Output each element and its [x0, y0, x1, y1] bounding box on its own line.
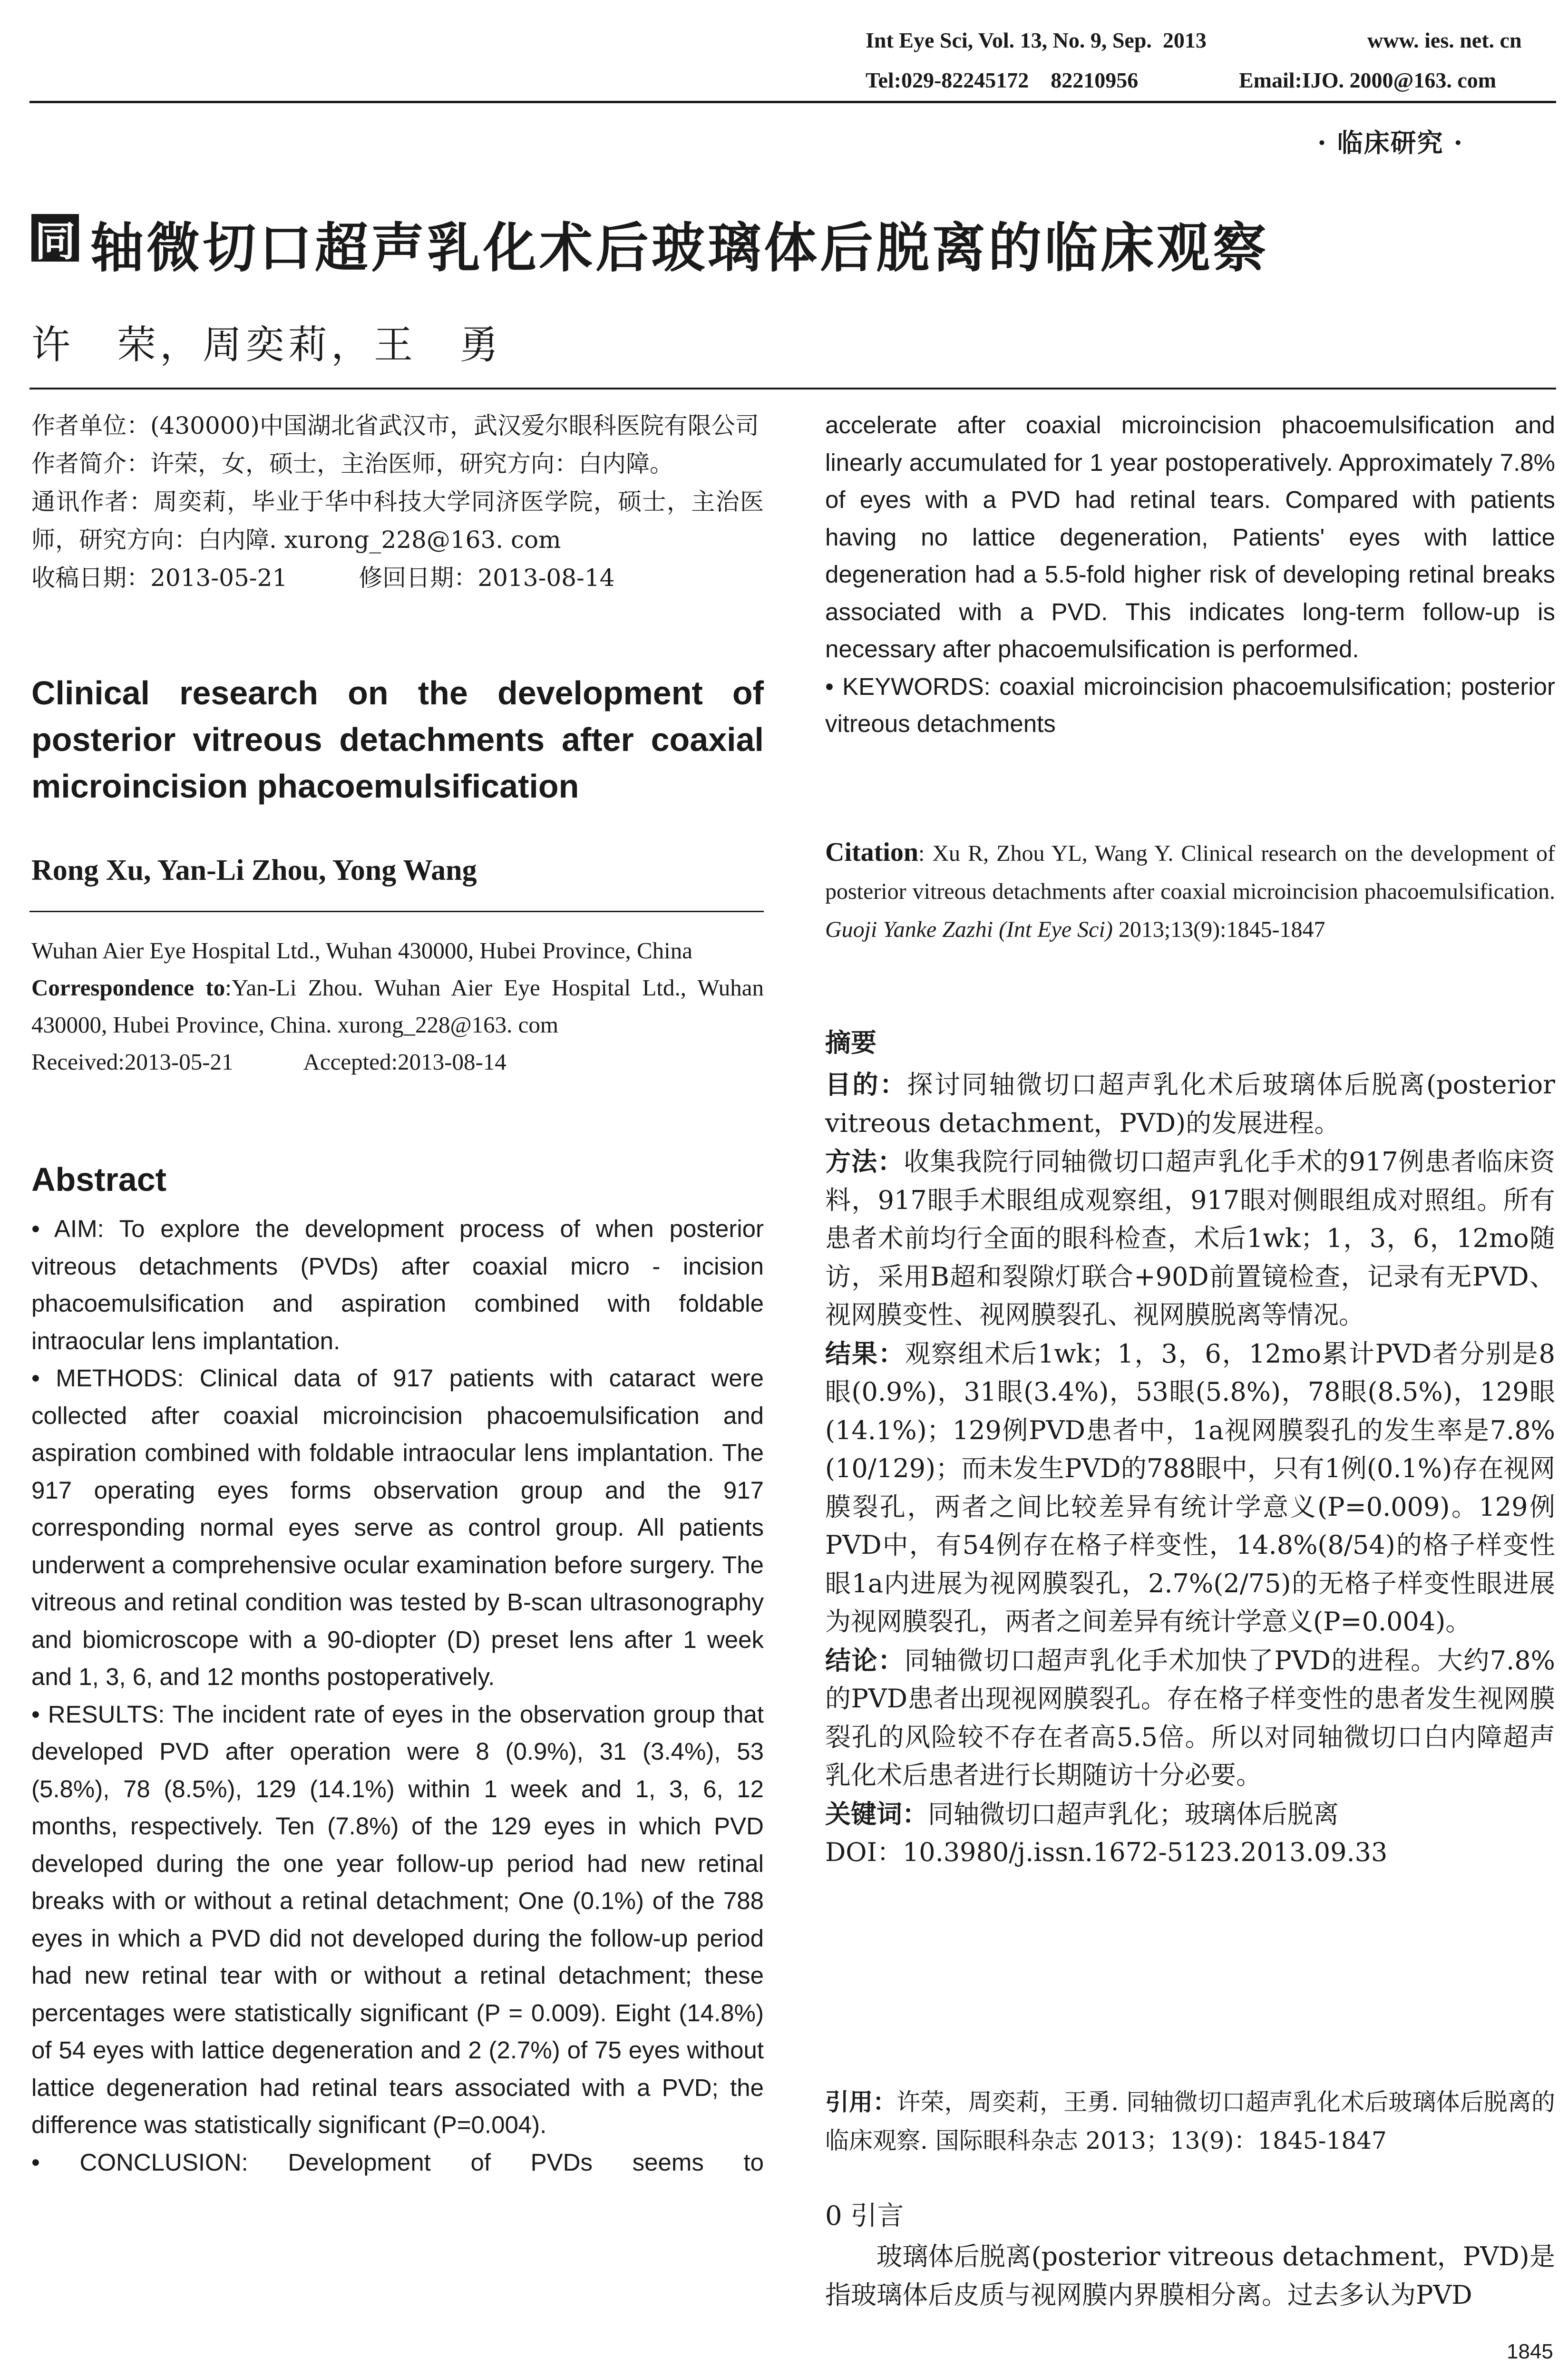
header-rule — [29, 101, 1556, 103]
cn-aim-text: 探讨同轴微切口超声乳化术后玻璃体后脱离(posterior vitreous detachment，PVD)的发展进程。 — [825, 1070, 1555, 1138]
correspondence-label: Correspondence to — [31, 974, 225, 1001]
cn-affiliation-dates: 收稿日期：2013-05-21 修回日期：2013-08-14 — [31, 564, 615, 592]
page-title: 轴微切口超声乳化术后玻璃体后脱离的临床观察 — [90, 217, 1269, 279]
cn-abstract-aim — [825, 1065, 1555, 1142]
journal-email: Email:IJO. 2000@163. com — [1239, 68, 1497, 92]
abstract-keywords: • KEYWORDS: coaxial microincision phacoemulsification; posterior vitreous detachments — [825, 672, 1555, 737]
en-affiliation-institution: Wuhan Aier Eye Hospital Ltd., Wuhan 430000, Hubei Province, China — [31, 937, 693, 964]
citation-tail: 2013;13(9):1845-1847 — [1112, 917, 1325, 942]
authors-cn: 许 荣，周奕莉，王 勇 — [31, 322, 503, 368]
abstract-heading: Abstract — [31, 1161, 166, 1198]
citation-cn-label: 引用： — [825, 2088, 897, 2116]
intro-heading: 0 引言 — [825, 2201, 904, 2231]
cn-keywords-text: 同轴微切口超声乳化；玻璃体后脱离 — [928, 1799, 1339, 1829]
journal-line: Int Eye Sci, Vol. 13, No. 9, Sep. 2013 — [866, 28, 1207, 52]
citation-journal: Guoji Yanke Zazhi (Int Eye Sci) — [825, 917, 1113, 942]
cn-abstract-results — [825, 1335, 1555, 1641]
cn-conclusion-label: 结论： — [825, 1645, 905, 1676]
cn-results-label: 结果： — [825, 1338, 905, 1369]
correspondence-text: :Yan-Li Zhou. Wuhan Aier Eye Hospital Ltd., Wuhan 430000, Hubei Province, China. xurong_228@163. com — [31, 974, 764, 1038]
cn-abstract-doi: DOI：10.3980/j.issn.1672-5123.2013.09.33 — [825, 1837, 1388, 1867]
cn-abstract-conclusion — [825, 1641, 1555, 1795]
cn-results-text: 观察组术后1wk；1，3，6，12mo累计PVD者分别是8眼(0.9%)，31眼(3.4%)，53眼(5.8%)，78眼(8.5%)，129眼(14.1%)；129例PVD患者中，1a视网膜裂孔的发生率是7.8%(10/129)；而未发生PVD的788眼中，只有1例(0.1%)存在视网膜裂孔，两者之间比较差异有统计学意义(P=0.009)。129例PVD中，有54例存在格子样变性，14.8%(8/54)的格子样变性眼1a内进展为视网膜裂孔，2.7%(2/75)的无格子样变性眼进展为视网膜裂孔，两者之间差异有统计学意义(P=0.004)。 — [825, 1338, 1556, 1637]
abstract-methods: • METHODS: Clinical data of 917 patients with cataract were collected after coaxial microincision phacoemulsification and aspiration combined with foldable intraocular lens implantation. The 917 operating eyes forms observation group and the 917 corresponding normal eyes serve as control group. All patients underwent a comprehensive ocular examination before surgery. The vitreous and retinal condition was tested by B-scan ultrasonography and biomicroscope with a 90-diopter (D) preset lens after 1 week and 1, 3, 6, and 12 months postoperatively. — [31, 1364, 764, 1690]
en-affiliation-dates: Received:2013-05-21 Accepted:2013-08-14 — [31, 1049, 506, 1075]
cn-abstract-methods — [825, 1142, 1555, 1335]
citation-en — [825, 833, 1555, 949]
en-affiliation-correspondence — [31, 969, 764, 1043]
abstract-body-continued — [825, 407, 1555, 743]
cn-methods-label: 方法： — [825, 1146, 904, 1177]
journal-website: www. ies. net. cn — [1367, 28, 1522, 52]
page-number: 1845 — [1507, 2340, 1553, 2363]
cn-abstract-body — [825, 1065, 1555, 1872]
journal-tel: Tel:029-82245172 82210956 — [866, 68, 1139, 92]
abstract-aim: • AIM: To explore the development process of when posterior vitreous detachments (PVDs) after coaxial micro - incision phacoemulsification and aspiration combined with foldable intraocular lens implantation. — [31, 1215, 764, 1354]
citation-cn-text: 许荣，周奕莉，王勇. 同轴微切口超声乳化术后玻璃体后脱离的临床观察. 国际眼科杂志 2013；13(9)：1845-1847 — [825, 2088, 1555, 2154]
cn-affiliation-corresponding: 通讯作者：周奕莉，毕业于华中科技大学同济医学院，硕士，主治医师，研究方向：白内障. xurong_228@163. com — [31, 488, 764, 554]
en-affiliation — [31, 932, 764, 1081]
abstract-conclusion-start: • CONCLUSION: Development of PVDs seems to — [31, 2148, 764, 2176]
title-rule — [29, 388, 1556, 390]
cn-abstract-keywords — [825, 1795, 1555, 1834]
authors-en: Rong Xu, Yan-Li Zhou, Yong Wang — [31, 854, 477, 887]
cn-abstract-heading: 摘要 — [825, 1027, 877, 1058]
cn-affiliation-unit: 作者单位：(430000)中国湖北省武汉市，武汉爱尔眼科医院有限公司 — [31, 412, 759, 439]
abstract-results: • RESULTS: The incident rate of eyes in the observation group that developed PVD after operation were 8 (0.9%), 31 (3.4%), 53 (5.8%), 78 (8.5%), 129 (14.1%) within 1 week and 1, 3, 6, 12 months, respectively. Ten (7.8%) of the 129 eyes in which PVD developed during the one year follow-up period had new retinal breaks with or without a retinal detachment; One (0.1%) of the 788 eyes in which a PVD did not developed during the follow-up period had new retinal tear with or without a retinal detachment; these percentages were statistically significant (P = 0.009). Eight (14.8%) of 54 eyes with lattice degeneration and 2 (2.7%) of 75 eyes without lattice degeneration had retinal tears associated with a PVD; the difference was statistically significant (P=0.004). — [31, 1700, 764, 2138]
citation-text: : Xu R, Zhou YL, Wang Y. Clinical research on the development of posterior vitreous detachments after coaxial microincision phacoemulsification. — [825, 841, 1555, 904]
cn-keywords-label: 关键词： — [825, 1798, 928, 1829]
abstract-conclusion-cont: accelerate after coaxial microincision phacoemulsification and linearly accumulated for 1 year postoperatively. Approximately 7.8% of eyes with a PVD had retinal tears. Compared with patients having no lattice degeneration, Patients' eyes with lattice degeneration had a 5.5-fold higher risk of developing retinal breaks associated with a PVD. This indicates long-term follow-up is necessary after phacoemulsification is performed. — [825, 411, 1555, 662]
cn-methods-text: 收集我院行同轴微切口超声乳化手术的917例患者临床资料，917眼手术眼组成观察组，917眼对侧眼组成对照组。所有患者术前均行全面的眼科检查，术后1wk；1，3，6，12mo随访，采用B超和裂隙灯联合+90D前置镜检查，记录有无PVD、视网膜变性、视网膜裂孔、视网膜脱离等情况。 — [825, 1147, 1556, 1330]
title-initial-box: 同 — [31, 214, 79, 262]
cn-conclusion-text: 同轴微切口超声乳化手术加快了PVD的进程。大约7.8%的PVD患者出现视网膜裂孔。存在格子样变性的患者发生视网膜裂孔的风险较不存在者高5.5倍。所以对同轴微切口白内障超声乳化术后患者进行长期随访十分必要。 — [825, 1645, 1555, 1790]
section-tag: · 临床研究 · — [1317, 127, 1464, 158]
citation-label: Citation — [825, 838, 918, 867]
english-title: Clinical research on the development of posterior vitreous detachments after coaxial microincision phacoemulsification — [31, 674, 764, 805]
cn-affiliation-bio: 作者简介：许荣，女，硕士，主治医师，研究方向：白内障。 — [31, 450, 673, 477]
cn-affiliation — [31, 407, 764, 597]
citation-cn — [825, 2083, 1555, 2160]
authors-rule — [29, 911, 764, 912]
cn-aim-label: 目的： — [825, 1069, 907, 1100]
intro-text: 玻璃体后脱离(posterior vitreous detachment，PVD)是指玻璃体后皮质与视网膜内界膜相分离。过去多认为PVD — [825, 2241, 1555, 2310]
abstract-body — [31, 1210, 764, 2181]
